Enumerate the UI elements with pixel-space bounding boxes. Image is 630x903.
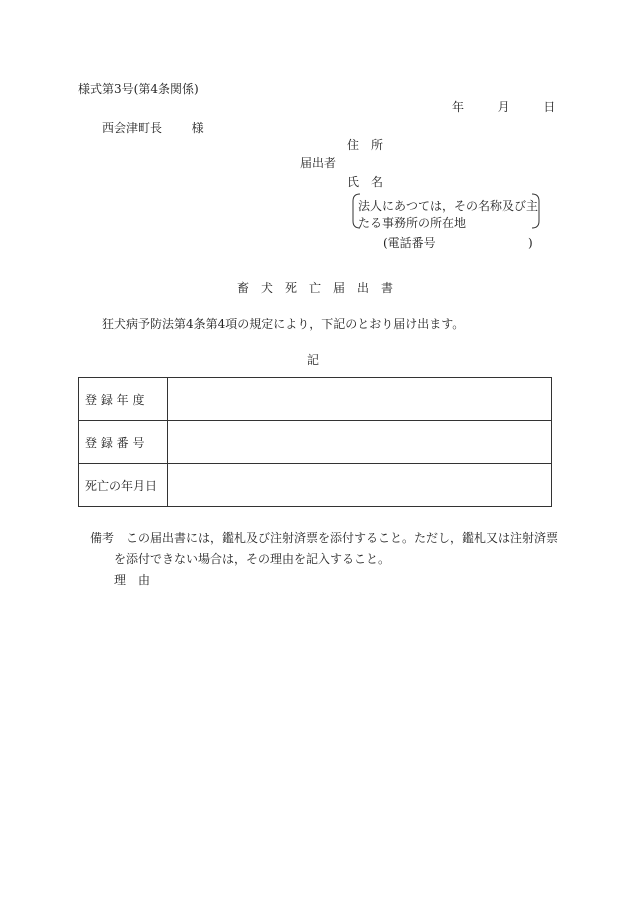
remarks-text-line2: を添付できない場合は，その理由を記入すること。 (114, 552, 391, 566)
addressee (102, 122, 204, 134)
corporation-note-line2: たる事務所の所在地 (358, 216, 467, 230)
row-label-registration-number: 登 録 番 号 (79, 421, 168, 464)
remarks-text-line1: この届出書には，鑑札及び注射済票を添付すること。ただし，鑑札又は注射済票 (126, 531, 559, 545)
remarks (90, 528, 558, 591)
phone-label: (電話番号 (383, 236, 436, 250)
remarks-line1 (90, 528, 558, 549)
ki-mark: 記 (307, 353, 320, 367)
date-year: 年 (452, 100, 465, 114)
table-row (79, 378, 552, 421)
document-title: 畜 犬 死 亡 届 出 書 (237, 281, 394, 295)
form-number: 様式第3号(第4条関係) (78, 82, 199, 96)
corporation-note (350, 193, 542, 229)
reason-label: 理 由 (114, 573, 151, 587)
row-label-death-date: 死亡の年月日 (79, 464, 168, 507)
notifier-label: 届出者 (300, 156, 337, 170)
table-row (79, 421, 552, 464)
phone-close: ) (528, 236, 533, 250)
address-label: 住 所 (347, 138, 384, 152)
registration-table (78, 377, 552, 507)
intro-text: 狂犬病予防法第4条第4項の規定により，下記のとおり届け出ます。 (102, 317, 465, 331)
table-row (79, 464, 552, 507)
corporation-note-text (358, 198, 538, 232)
corporation-note-line1: 法人にあつては，その名称及び主 (358, 199, 539, 213)
row-value-registration-year[interactable] (168, 378, 552, 421)
date-line (452, 101, 555, 113)
addressee-office: 西会津町長 (102, 121, 163, 135)
row-label-registration-year: 登 録 年 度 (79, 378, 168, 421)
row-value-death-date[interactable] (168, 464, 552, 507)
addressee-honorific: 様 (191, 121, 204, 135)
name-label: 氏 名 (347, 175, 384, 189)
date-day: 日 (543, 100, 556, 114)
row-value-registration-number[interactable] (168, 421, 552, 464)
date-month: 月 (497, 100, 510, 114)
remarks-heading: 備考 (90, 531, 115, 545)
